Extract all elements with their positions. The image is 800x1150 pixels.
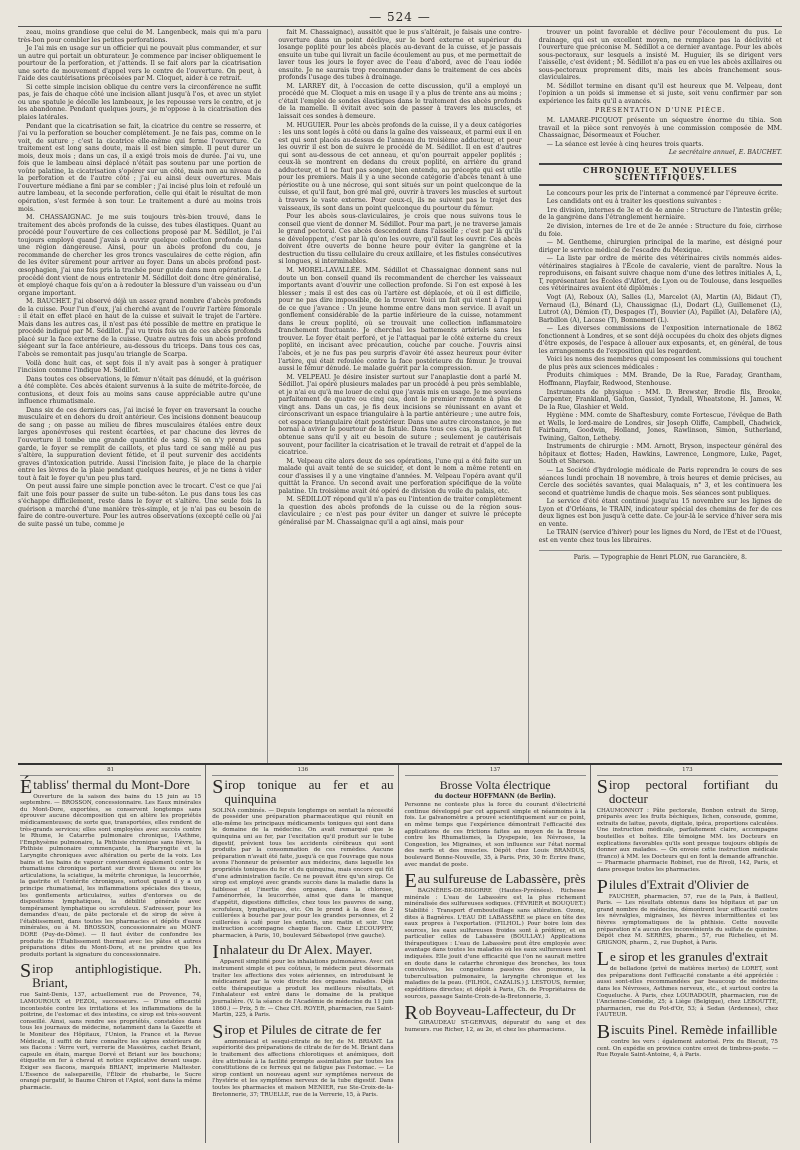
chronique-paragraph: Le TRAIN (service d'hiver) pour les lignes du Nord, de l'Est et de l'Ouest, est en vente chez tous les libraires. bbox=[538, 529, 782, 544]
chronique-paragraph: Hygiène : MM. comte de Shaftesbury, comte Fortescue, l'évêque de Bath et Wells, le lord-maire de Londres, sir Joseph Oliffe, Campbell, Chadwick, Fairbairn, Goodwin, Holland, Jones, Rawlinson, Simon, Sutherland, Twining, Galton, Letheby. bbox=[538, 412, 782, 442]
ad-column bbox=[595, 765, 782, 1143]
advertisement bbox=[20, 962, 201, 1091]
ad-title-text: irop antiphlogistique. Ph. Briant, bbox=[32, 961, 202, 991]
drop-cap: S bbox=[596, 775, 608, 798]
advertisement bbox=[596, 775, 778, 874]
chronique-paragraph: 1re division, internes de 3e et de 4e année : Structure de l'intestin grêle; de la gangrène dans l'étranglement herniaire. bbox=[538, 206, 782, 222]
column-2-paragraph: M. SÉDILLOT répond qu'il n'a pas eu l'intention de traiter complètement la question des abcès profonds de la cuisse ou de la région sous-claviculaire ; ce n'est pas pour éviter un danger et suivre le précepte généralisé par M. Chassaignac qu'il a agi ainsi, mais pour bbox=[278, 496, 522, 526]
ad-title-text: nhalateur du Dr Alex. Mayer. bbox=[219, 942, 373, 958]
column-1-paragraph: M. BAUCHET. J'ai observé déjà un assez grand nombre d'abcès profonds de la cuisse. Pour l'un d'eux, j'ai cherché avant de l'ouvrir l'artère fémorale : il était en effet placé en haut de la cuisse et suivait le trajet de l'artère. Mais dans les autres cas, il n'est pas été possible de mettre en pratique le procédé indiqué par M. Sédillot. J'ai vu trois fois un de ces abcès profonds placé sur la face externe de la cuisse. Quatre autres fois un abcès profond siégeant sur la face antérieure, au-dessous du triceps. Dans tous ces cas, l'abcès se remontait pas jusqu'au triangle de Scarpa. bbox=[18, 298, 262, 358]
drop-cap: L bbox=[596, 948, 609, 971]
advertisement bbox=[212, 775, 394, 940]
advertisement bbox=[212, 943, 393, 1018]
ad-body: de belladone (privé de matières inertes) de LORET, sont des préparations dont l'efficacité constante a été appréciée : aussi sont-elles recommandées par beaucoup de médecins dans les Névroses, Asthmes nerveux, etc., et surtout contre la Coqueluche. À Paris, chez LOURADOUR, pharmacien, rue de l'Ancienne-Comédie, 25; à Liège (Belgique), chez LEBOUTTE, pharmacien, rue du Pot-d'Or, 53; à Sedan (Ardennes), chez l'AUTEUR. bbox=[596, 966, 778, 1019]
ad-body: CHAUMONNOT : Pâte pectorale, Bonbon extrait du Sirop, préparés avec les fruits béchiques, lichen, consoude, gomme, extraits de laitue, pavots, digitale, ipéca, proportions calculées. Une instruction médicale, parfaitement claire, accompagne bouteilles et boîtes. Elle témoigne MM. les Docteurs en explications favorables qu'ils sont presque toujours obligés de donner aux malades. — On envoie cette instruction médicale (franco) à MM. les Docteurs qui en font la demande affranchie. — Pharmacie pharmacie Robinet, rue de Rivoli, 142, Paris, et dans presque toutes les pharmacies. bbox=[596, 807, 778, 873]
drop-cap: É bbox=[20, 775, 33, 798]
ad-title-text: ob Boyveau-Laffecteur, du Dr bbox=[418, 1003, 576, 1019]
article-columns bbox=[18, 29, 782, 764]
column-3-paragraph: M. Sédillot termine en disant qu'il est heureux que M. Velpeau, dont l'opinion a un poids si immense et si juste, soit venu confirmer par son expérience les faits qu'il a avancés. bbox=[538, 82, 782, 105]
ad-body: FAUCHER, pharmacien, 57, rue de la Paix, à Bailleul, Paris. — Les résultats obtenus dans les hôpitaux et par un grand nombre de médecins, démontrent leur efficacité contre les névralgies, migraines, les fièvres intermittentes et les fièvres symptomatiques de la phthisie. Cette nouvelle préparation n'a aucun des inconvénients du sulfate de quinine. Dépôt chez M. SERRES, pharm., 57, rue Richelieu, et M. GRIGNON, pharm., 2, rue Duphot, à Paris. bbox=[596, 893, 778, 946]
column-1 bbox=[18, 29, 268, 764]
ad-column bbox=[403, 765, 591, 1143]
section-title-presentation: PRÉSENTATION D'UNE PIÈCE. bbox=[594, 106, 726, 115]
column-1-paragraph: Dans toutes ces observations, le fémur n'était pas dénudé, et la guérison a été complète. Ces abcès étaient survenus à la suite de métrite-forcée, de contusions, et deux fois au moins sans cause appréciable autre qu'une influence rhumatismale. bbox=[18, 375, 262, 406]
advertisement bbox=[597, 1023, 778, 1059]
ad-column bbox=[18, 765, 206, 1143]
ad-body: Appareil simplifié pour les inhalations pulmonaires. Avec cet instrument simple et peu coûteux, le médecin peut désormais traiter les affections des voies aériennes, en introduisant le médicament par la voie directe des organes malades. Déjà cette thérapeutique a produit les meilleurs résultats, et l'inhalateur est entré dans le domaine de la pratique journalière. (V. la séance de l'Académie de médecine du 11 juin 1860.) — Prix, 5 fr. — Chez CH. ROYER, pharmacien, rue Saint-Martin, 225, à Paris. bbox=[212, 959, 394, 1019]
column-2-paragraph: fait M. Chassaignac), aussitôt que le pus s'altérait, je faisais une contre-ouverture dans un point déclive, sur le bord externe et supérieur du losange poplité pour les abcès placés au-devant de la cuisse, et je passais ensuite un tube qui livrait un facile écoulement au pus, et me permettait de laver tous les jours le foyer avec de l'eau d'abord, avec de l'eau iodée ensuite. Je ne saurais trop recommander dans le traitement de ces abcès profonds l'usage des tubes à drainage. bbox=[278, 29, 522, 82]
header-rule bbox=[18, 26, 782, 27]
advertisements bbox=[18, 763, 782, 1143]
advertisement bbox=[405, 1004, 586, 1033]
ad-number: 136 bbox=[212, 767, 393, 776]
drop-cap: E bbox=[404, 870, 417, 893]
advertisement bbox=[212, 1020, 394, 1098]
chronique-paragraph: — La liste par ordre de mérite des vétérinaires civils nommés aides-vétérinaires stagiaires à l'École de cavalerie, vient de paraître. Nous la reproduisons, en faisant suivre chaque nom d'une des lettres initiales A, L, T, représentant les Écoles d'Alfort, de Lyon ou de Toulouse, dans lesquelles ces vétérinaires avaient été diplômés : bbox=[538, 255, 782, 293]
ad-body: rue Saint-Denis, 137, actuellement rue de Provence, 74, LAMOUROUX et PEZOL, successeurs. — D'une efficacité incontestée contre les irritations et les inflammations de la poitrine, de l'estomac et des intestins, ce sirop est très-souvent conseillé. Ainsi, sans rendre ses propriétés, constatées dans tous les journaux de médecine, notamment dans la Gazette et le Moniteur des Hôpitaux, l'Union, la France et la Revue Médicale, il suffit de faire connaître les signes extérieurs de ses flacons : Verre vert, verrerie de Massières, cachet Briant, capsule en étain, marque Dorvé et Briant sur les bouchons; étiquette en fer à cheval et notice explicative devant usage. Exiger ses flacons, marqués BRIANT, imprimerie Maltester. L'Essence de salsepareille, l'Élixir de rhubarbe, le Sucre orangé purgatif, le Baume Chiron et l'Apiol, sont dans la même pharmacie. bbox=[20, 992, 202, 1091]
presentation-paragraph: — La séance est levée à cinq heures trois quarts. bbox=[546, 140, 704, 148]
ad-title-text: tabliss' thermal du Mont-Dore bbox=[33, 776, 190, 792]
ad-number: 81 bbox=[20, 767, 201, 776]
advertisement bbox=[405, 872, 586, 1000]
ad-title-text: au sulfureuse de Labassère, près bbox=[417, 871, 586, 887]
chronique-paragraph: Le concours pour les prix de l'internat a commencé par l'épreuve écrite. bbox=[546, 189, 779, 197]
column-3-paragraph: trouver un point favorable et déclive pour l'écoulement du pus. Le drainage, qui est un excellent moyen, ne remplace pas la déclivité et l'ouverture que préconise M. Sédillot a ce dernier avantage. Pour les abcès sous-pectoraux, sur lesquels a insisté M. Huguier, ils se dirigent vers l'aisselle, c'est évident ; M. Sédillot n'a pas eu en vue les abcès axillaires ou sous-pectoraux proprement dits, mais les abcès franchement sous-claviculaires. bbox=[538, 29, 782, 82]
chronique-paragraph: Vogt (A), Reboux (A), Salles (L), Marcelot (A), Martin (A), Bidaut (T), Vernaud (L), Bénard (L), Chaussignac (L), Dodart (L), Guillemenet (L), Lutrot (A), Démion (T), Despages (T), Bouvier (A), Papillet (A), Delafère (A), Barbillon (A), Lacase (T), Bonnemerl (L). bbox=[538, 293, 782, 324]
chronique-paragraph: — M. Gentheme, chirurgien principal de la marine, est désigné pour diriger le service médical de l'escadre du Mexique. bbox=[538, 239, 782, 254]
column-2-paragraph: M. HUGUIER. Pour les abcès profonds de la cuisse, il y a deux catégories : les uns sont logés à côté ou dans la gaîne des vaisseaux, et parmi eux il en est qui sont placés au-dessus de l'anneau du troisième adducteur, et pour les ouvrir il est bon de suivre le procédé de M. Sédillot. Il en est d'autres qui sont au-dessous de cet anneau, et qu'on pourrait appeler poplités ; ceux-là se montrent en dedans du creux poplité, en arrière du grand adducteur, et il ne faut pas songer, bien entendu, au précepte qui est utile pour les premiers. Mais il y a une seconde catégorie d'abcès tenant à une périostite ou à une nécrose, qui sont situés sur un point quelconque de la cuisse, et qu'il faut, bon gré mal gré, ouvrir à travers les muscles et surtout à travers le vaste externe. Pour ceux-ci, ils ne suivent pas le trajet des vaisseaux, ils sont dans un point quelconque du pourtour du fémur. bbox=[278, 121, 522, 212]
column-1-paragraph: Si cette simple incision oblique du centre vers la circonférence ne suffit pas, je fais de chaque côté une incision allant jusqu'à l'os, et avec un stylet ou une spatule je décolle les lambeaux, je les repousse vers le centre, et je les abandonne. Pendant quelques jours, je m'oppose à la cicatrisation des plaies latérales. bbox=[18, 83, 262, 122]
column-1-paragraph: Voilà donc huit cas, et sept fois il n'y avait pas à songer à pratiquer l'incision comme l'indique M. Sédillot. bbox=[18, 359, 262, 375]
column-3-intro bbox=[539, 29, 782, 105]
ad-title bbox=[596, 1021, 778, 1044]
ad-number: 137 bbox=[405, 767, 586, 776]
chronique-section bbox=[539, 190, 782, 545]
advertisement bbox=[596, 875, 778, 947]
column-1-paragraph: Pendant que la cicatrisation se fait, la cicatrice du centre se resserre, et j'ai vu la perforation se boucher complétement. Je ne fais pas, comme on le voit, de suture ; c'est la cicatrice elle-même qui ferme l'ouverture. Ce traitement est long sans doute, mais il est bien simple. Il peut durer un mois, deux mois ; dans un cas, il a exigé trois mois de durée. J'ai vu, une fois que le lambeau ainsi déplacé n'était pas soutenu par une portion de voûte palatine, la cicatrisation s'opérer sur un côté, mais non au niveau de la perforation et de l'autre côté ; j'ai eu ainsi deux ouvertures. Mais l'ouverture médiane a fini par se combler ; j'ai incisé plus loin et refoulé un autre lambeau, et la seconde perforation, celle qui était le résultat de mon opération, s'est fermée à son tour. Le traitement a duré au moins trois mois. bbox=[18, 122, 262, 213]
ad-title bbox=[212, 775, 394, 806]
ad-subtitle: du docteur HOFFMANN (de Berlin). bbox=[434, 792, 556, 800]
ad-number: 173 bbox=[597, 767, 778, 776]
imprint: Paris. — Typographie de Henri PLON, rue Garancière, 8. bbox=[539, 550, 782, 562]
ad-title: Brosse Volta électrique bbox=[439, 777, 551, 792]
chronique-paragraph: — La Société d'hydrologie médicale de Paris reprendra le cours de ses séances lundi prochain 18 novembre, à trois heures et demie précises, au Cercle des sociétés savantes, quai Malaquais, n° 3, et les continuera les second et quatrième lundis de chaque mois. Ses séances sont publiques. bbox=[538, 466, 782, 497]
column-1-paragraph: M. CHASSAIGNAC. Je me suis toujours très-bien trouvé, dans le traitement des abcès profonds de la cuisse, des tubes élastiques. Quant au procédé pour l'ouverture de ces collections proposé par M. Sédillot, je l'ai toujours employé quand j'avais à ouvrir quelque collection profonde dans une région dangereuse. Ainsi, pour un abcès profond du cou, je recommande de chercher les gros troncs vasculaires de cette région, afin de les éviter sûrement pour arriver au foyer. Dans un abcès profond post-œsophagien, j'ai une fois pris la trachée pour guide dans mon opération. Le procédé dont vient de nous entretenir M. Sédillot doit donc être généralisé, et employé chaque fois qu'on a à redouter la blessure d'un vaisseau ou d'un organe important. bbox=[18, 214, 262, 297]
chronique-paragraph: Instruments de chirurgie : MM. Arnott, Bryson, inspecteur général des hôpitaux et flottes; Haden, Hawkins, Lawrence, Longmore, Luke, Paget, South et Sherson. bbox=[538, 443, 782, 466]
drop-cap: S bbox=[20, 960, 32, 983]
ad-title-text: irop et Pilules de citrate de fer bbox=[224, 1021, 382, 1037]
ad-title bbox=[404, 1002, 586, 1025]
advertisement bbox=[597, 950, 778, 1019]
advertisement bbox=[405, 778, 586, 869]
column-2-paragraph: Pour les abcès sous-claviculaires, je crois que nous suivons tous le conseil que vient de donner M. Sédillot. Pour ma part, je ne traverse jamais le grand pectoral. Ces abcès descendent dans l'aisselle ; c'est par là qu'ils se développent, c'est par là qu'on les ouvre, qu'il faut les ouvrir. Ces abcès doivent être ouverts de bonne heure pour éviter la gangrène et la destruction du tissu cellulaire du creux axillaire, et les fistules consécutives si longues, si interminables. bbox=[278, 213, 522, 266]
column-2-paragraph: M. LARREY dit, à l'occasion de cette discussion, qu'il a employé un procédé que M. Cloquet a mis en usage il y a plus de trente ans au moins ; c'était l'emploi de sondes élastiques dans le traitement des abcès profonds de la mamelle. Il évitait avec soin de passer à travers les muscles, et laissait ces sondes à demeure. bbox=[278, 82, 522, 121]
ad-title bbox=[404, 870, 586, 893]
ad-body: Personne ne conteste plus la force du courant d'électricité continue développé par cet appareil simple et néanmoins à la fois. Le galvanomètre a prouvé scientifiquement sur ce point, en même temps que l'expérience démontrait l'efficacité des applications de ces frictions faites au moyen de la Brosse contre les Rhumatismes, la Dyspepsie, les Névroses, la Congestion, les Migraines, et son influence sur l'état normal des nerfs et des muscles. Dépôt chez Louis BRANDUS, boulevard Bonne-Nouvelle, 35, à Paris. Prix, 30 fr. Écrire franc, avec mandat de poste. bbox=[404, 802, 586, 868]
column-1-paragraph: Dans six de ces derniers cas, j'ai incisé le foyer en traversant la couche musculaire et en dehors du droit antérieur. Ces incisions donnent beaucoup de sang ; on passe au milieu de fibres musculaires étalées entre deux larges aponévroses qui restent écartées, et par chacune des lèvres de l'ouverture il tombe une grande quantité de sang. Si on n'y prend pas garde, le foyer se remplit de caillots, et plus tard ce sang mêlé au pus s'altère, la suppuration devient fétide, et il peut survenir des accidents graves d'intoxication putride. Aussi l'incision faite, je place de la charpie entre les lèvres de la plaie pendant quelques heures, et je ne tiens à vider tout à fait le foyer qu'un peu plus tard. bbox=[18, 406, 262, 482]
column-2-paragraph: M. MOREL-LAVALLÉE. MM. Sédillot et Chassaignac donnent sans nul doute un bon conseil quand ils recommandent de chercher les vaisseaux importants avant d'ouvrir une collection profonde. Si l'on est exposé à les blesser ; mais il est des cas où l'artère est déplacée, et où il est difficile, pour ne pas dire impossible, de la trouver. Voici un fait qui vient à l'appui de ce que j'avance : Un jeune homme entre dans mon service. Il avait un gonflement considérable de la partie inférieure de la cuisse, notamment dans le creux poplité, où se trouvait une collection inflammatoire franchement fluctuante. Je cherchai les battements artériels sans les trouver. Le foyer était perforé, et je l'attaquai par le côté externe du creux poplité, en incisant avec précaution, couche par couche. J'ouvris ainsi l'abcès, et je ne fus pas peu surpris d'avoir été assez heureux pour éviter l'artère, qui était refoulée contre la face postérieure du fémur. Je trouvai aussi le fémur dénudé. Le malade guérit par la compression. bbox=[278, 266, 522, 373]
chronique-paragraph: Les candidats ont eu à traiter les questions suivantes : bbox=[546, 198, 722, 206]
chronique-paragraph: 2e division, internes de 1re et de 2e année : Structure du foie, cirrhose du foie. bbox=[538, 223, 782, 238]
ad-title-text: ilules d'Extrait d'Olivier de bbox=[608, 876, 749, 892]
chronique-paragraph: Le service d'été étant continué jusqu'au 15 novembre sur les lignes de Lyon et d'Orléans, le TRAIN, indicateur spécial des chemins de fer de ces deux lignes est bon jusqu'à cette date. Ce jour-là le service d'hiver sera mis en vente. bbox=[538, 498, 782, 528]
chronique-paragraph: Produits chimiques : MM. Brande, De la Rue, Faraday, Grantham, Hoffmann, Playfair, Redwood, Stenhouse. bbox=[538, 372, 782, 387]
column-2-paragraph: M. VELPEAU. Je désire insister surtout sur l'anaplastie dont a parlé M. Sédillot. J'ai opéré plusieurs malades par un procédé à peu près semblable, et je n'ai eu qu'à me louer de celui que j'avais mis en usage. Je me souviens parfaitement de quatre ou cinq cas, dont le premier remonte à plus de vingt ans. Dans un cas, je fis deux incisions se réunissant en avant et circonscrivant un espace triangulaire à la partie antérieure ; une autre fois, cet espace triangulaire était postérieur. Dans une autre circonstance, je me bornai à aviver le pourtour de la fistule. Dans tous ces cas, la guérison fut obtenue sans qu'il y ait eu besoin de suture ; seulement je cautérisais souvent, pour faciliter la cicatrisation et le travail de retrait et d'appel de la cicatrice. bbox=[278, 373, 522, 457]
ad-title-text: e sirop et les granules d'extrait bbox=[609, 949, 768, 965]
ad-body: ammoniacal et sesqui-citrate de fer, de M. BRIANT. La supériorité des préparations de citrate de fer de M. Briant dans le traitement des affections chlorotiques et anémiques, doit être attribuée à la facilité prompte assimilation par toutes les constitutions de ce ferreux qui ne fatigue pas l'estomac. — Le sirop contient un nouveau agent sur symptômes nerveux de l'hystérie et les symptômes nerveux de la tube digestif. Dans toutes les pharmacies et maison MENIER, rue Ste-Croix-de-la-Bretonnerie, 37; TRUELLE, rue de la Verrerie, 15, à Paris. bbox=[212, 1038, 394, 1098]
presentation-section bbox=[539, 117, 782, 148]
page-number: — 524 — bbox=[369, 10, 431, 24]
ad-body: Ouverture de la saison des bains du 15 juin au 15 septembre. — BROSSON, concessionnaire. Les Eaux minérales du Mont-Dore, exportées, se conservent longtemps sans éprouver aucune décomposition qui en altère les propriétés médicamenteuses; de sorte que, transportées, elles rendent de très-grands services; elles sont employées avec succès contre le Rhume, le Catarrhe pulmonaire chronique, l'Asthme, l'Emphysème pulmonaire, la Phthisie chronique sans fièvre, la Phthisie pulmonaire commençante, la Pharyngite et la Laryngite chroniques avec altération ou perte de la voix. Les bains et les bains de vapeur conviennent également contre le rhumatisme chronique portant sur divers tissus ou sur les articulations, la sciatique, la métrite chronique, la leucorrhée, la gastrite et l'entérite chroniques, surtout quand il y a un principe rhumatismal, les inflammations spéciales des tissus, les gonflements articulaires, suites d'entorses ou de dispositions lymphatiques, la débilité générale avec tempérament lymphatique ou scrofuleux. S'adresser, pour les demandes d'eau, de pâte pectorale et de sirop de sève à l'établissement, dans toutes les pharmacies et dépôts d'eaux minérales, ou à M. BROSSON, concessionnaire au MONT-DORE (Puy-de-Dôme). — Il faut éviter de confondre les produits de l'Établissement thermal avec les pâtes et autres préparations dites du Mont-Dore, et ne prendre que les produits portant la signature du concessionnaire. bbox=[20, 793, 202, 958]
drop-cap: B bbox=[596, 1021, 611, 1044]
signature: Le secrétaire annuel, E. BAUCHET. bbox=[668, 149, 782, 157]
drop-cap: S bbox=[212, 775, 224, 798]
column-1-paragraph: On peut aussi faire une simple ponction avec le trocart. C'est ce que j'ai fait une fois pour passer de suite un tube-séton. Le pus dans tous les cas s'échappe difficilement, reste dans le foyer et s'altère. Une seule fois la guérison a marché d'une manière très-simple, et je n'ai pas eu besoin de faire de contre-ouverture. Pour les autres observations (excepté celle où j'ai de suite passé un tube, comme je bbox=[18, 483, 262, 528]
chronique-paragraph: Voici les noms des membres qui composent les commissions qui touchent de plus près aux sciences médicales : bbox=[538, 356, 782, 371]
ad-column bbox=[210, 765, 398, 1143]
drop-cap: R bbox=[404, 1002, 418, 1025]
ad-title-text: irop pectoral fortifiant du docteur bbox=[608, 776, 778, 806]
ad-title-text: iscuits Pinel. Remède infaillible bbox=[611, 1022, 778, 1038]
chronique-paragraph: Instruments de physique : MM. D. Brewster, Brodie fils, Brooke, Carpenter, Frankland, Galton, Gassiot, Tyndall, Wheatstone, H. James, W. De la Rue, Glashier et Weld. bbox=[538, 388, 782, 411]
ad-title bbox=[20, 775, 201, 798]
drop-cap: P bbox=[596, 875, 608, 898]
chronique-heading: CHRONIQUE ET NOUVELLES SCIENTIFIQUES. bbox=[539, 163, 782, 186]
column-2 bbox=[278, 29, 528, 764]
ad-title-text: irop tonique au fer et au quinquina bbox=[224, 776, 394, 806]
ad-title bbox=[212, 1020, 393, 1043]
ad-body: BAGNÈRES-DE-BIGORRE (Hautes-Pyrénées). Richesse minérale : L'eau de Labassère est la plus richement minéralisée des sulfureuses sodiques. (FÉVRIER et BOUQUET.) Stabilité : Transport d'embouteillage sans altération. Ozone, dites à Bagnères. L'EAU DE LABASSÈRE se place en tête des eaux propres à l'exportation. (FILHOL.) Pour boire loin des sources, les eaux sulfureuses froides sont à préférer, et en particulier celles de Labassère (BOULLAY.) Applications thérapeutiques : L'eau de Labassère peut être employée avec avantage dans toutes les maladies où les eaux sulfureuses sont indiquées. Elle jouit d'une efficacité que l'on ne saurait mettre en doute dans le catarrhe chronique des bronches, les toux convulsives, les congestions passives des poumons, la tuberculisation pulmonaire, la laryngite chronique et les maladies de la peau. (FILHOL, CAZALIS.) J. LESTOUS, fermier, expéditions directes; et dépôt à Paris, Ch. de Propriétaires de sources, passage Sainte-Croix-de-la-Bretonnerie, 3. bbox=[404, 888, 586, 1000]
ad-title bbox=[20, 962, 201, 990]
column-1-paragraph: zeau, moins grandiose que celui de M. Langenbeck, mais qui m'a paru très-bon pour combler les petites perforations. bbox=[18, 29, 262, 44]
column-1-paragraph: Je l'ai mis en usage sur un officier qui ne pouvait plus commander, et sur un autre qui portait un obturateur. Je commence par inciser obliquement le pourtour de la perforation, et j'attends. Il se fait alors par la cicatrisation une sorte de mouvement d'appel vers le centre de l'ouverture. On peut, à l'aide des cautérisations précoisées par M. Cloquet, aider à ce retrait. bbox=[18, 45, 262, 83]
ad-title bbox=[596, 875, 778, 898]
ad-body: contre les vers : également autorisé. Prix du Biscuit, 75 cent. On expédie en province contre envoi de timbres-poste. — Rue Royale Saint-Antoine, 4, à Paris. bbox=[596, 1039, 778, 1059]
ad-title bbox=[596, 948, 778, 971]
presentation-paragraph: M. LAMARE-PICQUOT présente un séquestre énorme du tibia. Son travail et la pièce sont renvoyés à une commission composée de MM. Chassaignac, Désormeaux et Foucher. bbox=[538, 117, 782, 140]
drop-cap: S bbox=[212, 1020, 224, 1043]
column-2-paragraph: M. Velpeau cite alors deux de ses opérations, l'une qui a été faite sur un malade qui avait tenté de se suicider, et dont le nom a même retenti en cour d'assises il y a une vingtaine d'années. M. Velpeau l'opéra avant qu'il quittât la France. Un second avait une perforation spécifique de la voûte palatine. Un troisième avait été opéré de division du voile du palais, etc. bbox=[278, 457, 522, 495]
ad-body: SOLINA combinés. — Depuis longtemps on sentait la nécessité de posséder une préparation pharmaceutique qui réunît en elle-même les principaux médicaments toniques qui sont dans le domaine de la médecine. On avait remarqué que le quinquina uni au fer, par l'excitation qu'il produit sur le tube digestif, prévient tous les accidents cérébraux qui sont produits par la consommation de ces remèdes. Aucune préparation n'avait été faite, jusqu'à ce que l'ouvrage que nous avons l'honneur de présenter aux médecins, dans laquelle les propriétés toniques du fer et du quinquina, mais encore qui fût d'une administration facile. Ce ne pouvait être qu'un sirop. Ce sirop est employé avec grands succès dans la maladie dans la faiblesse et l'inertie des organes, dans la chlorose, l'aménorrhée, la leucorrhée, ainsi que dans le manque d'appétit, digestions difficiles, chez tous les pauvres de sang, scrofuleux, lymphatiques, etc. On le prend à la dose de 2 cuillerées à bouche par jour pour les grandes personnes, et 2 cuillerées à café pour les enfants, une matin et soir. Une instruction accompagne chaque flacon. Chez LECOUPPEY, pharmacien, à Paris, 10, boulevard Sébastopol (rive gauche). bbox=[212, 807, 394, 939]
chronique-paragraph: — Les diverses commissions de l'exposition internationale de 1862 fonctionnent à Londres, et se sont déjà occupées du choix des objets dignes d'être exposés, de l'espace à allouer aux exposants, et, en général, de tous les arrangements de l'exposition qui les regardent. bbox=[538, 325, 782, 355]
ad-title bbox=[596, 775, 778, 806]
ad-title bbox=[212, 941, 393, 964]
drop-cap: I bbox=[212, 941, 219, 964]
column-3 bbox=[539, 29, 782, 764]
ad-body: GIRAUDEAU ST-GERVAIS, dépuratif du sang et des humeurs. rue Richer, 12, au 2e, et chez les pharmaciens. bbox=[404, 1020, 586, 1033]
advertisement bbox=[20, 775, 202, 959]
